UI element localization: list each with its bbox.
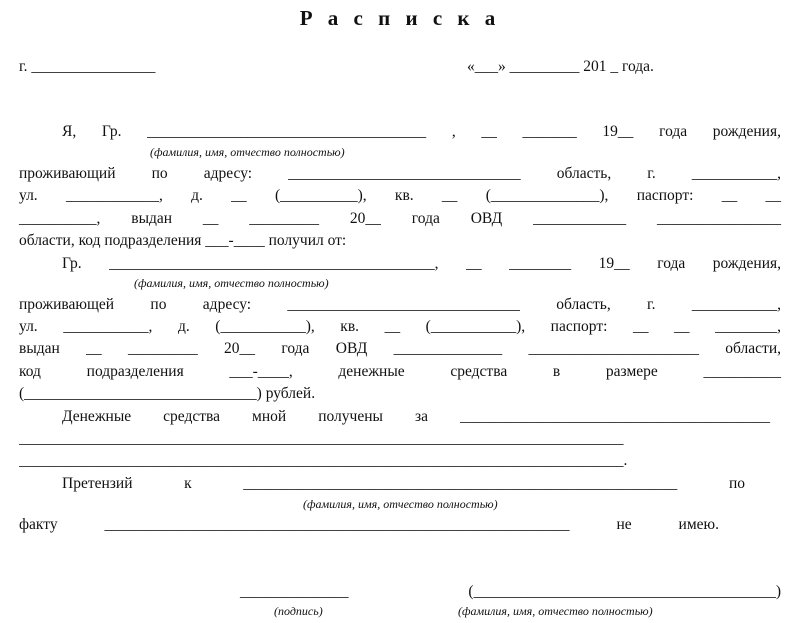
- amount-words-line: (______________________________) рублей.: [19, 385, 316, 402]
- city-line: г. ________________: [19, 58, 156, 75]
- borrower-line: Я, Гр. ____________________________________ , __ _______ 19__ года рождения,: [62, 123, 781, 140]
- date-line: «___» _________ 201 _ года.: [467, 58, 654, 75]
- document-title: Р а с п и с к а: [299, 6, 501, 30]
- purpose-continuation-line-2: ______________________________________________________________________________.: [19, 452, 628, 469]
- lender-line: Гр. __________________________________________, __ ________ 19__ года рождения,: [62, 255, 781, 272]
- borrower-passport-line: __________, выдан __ _________ 20__ года ОВД ____________ ________________: [19, 210, 781, 227]
- signature-hint: (подпись): [274, 604, 323, 618]
- borrower-address-line: проживающий по адресу: ______________________________ область, г. ___________,: [19, 165, 781, 182]
- purpose-line: Денежные средства мной получены за ________________________________________: [62, 408, 770, 425]
- lender-street-line: ул. ___________, д. (___________), кв. __ (___________), паспорт: __ __ ________,: [19, 318, 781, 335]
- borrower-street-line: ул. ____________, д. __ (__________), кв. __ (______________), паспорт: __ __: [19, 187, 781, 204]
- claims-line: Претензий к ________________________________________________________ по: [62, 475, 745, 492]
- borrower-fio-hint: (фамилия, имя, отчество полностью): [150, 145, 345, 159]
- claims-fio-hint: (фамилия, имя, отчество полностью): [303, 497, 498, 511]
- purpose-continuation-line-1: ______________________________________________________________________________: [19, 430, 624, 447]
- signature-fio-hint: (фамилия, имя, отчество полностью): [458, 604, 653, 618]
- lender-passport-line: выдан __ _________ 20__ года ОВД ______________ ______________________ области,: [19, 340, 781, 357]
- lender-code-amount-line: код подразделения ___-____, денежные средства в размере __________: [19, 363, 781, 380]
- signature-line: ______________ (_______________________________________): [240, 583, 781, 600]
- borrower-code-line: области, код подразделения ___-____ получил от:: [19, 232, 347, 249]
- lender-fio-hint: (фамилия, имя, отчество полностью): [134, 276, 329, 290]
- lender-address-line: проживающей по адресу: ______________________________ область, г. ___________,: [19, 296, 781, 313]
- no-claims-line: факту ____________________________________________________________ не имею.: [19, 516, 719, 533]
